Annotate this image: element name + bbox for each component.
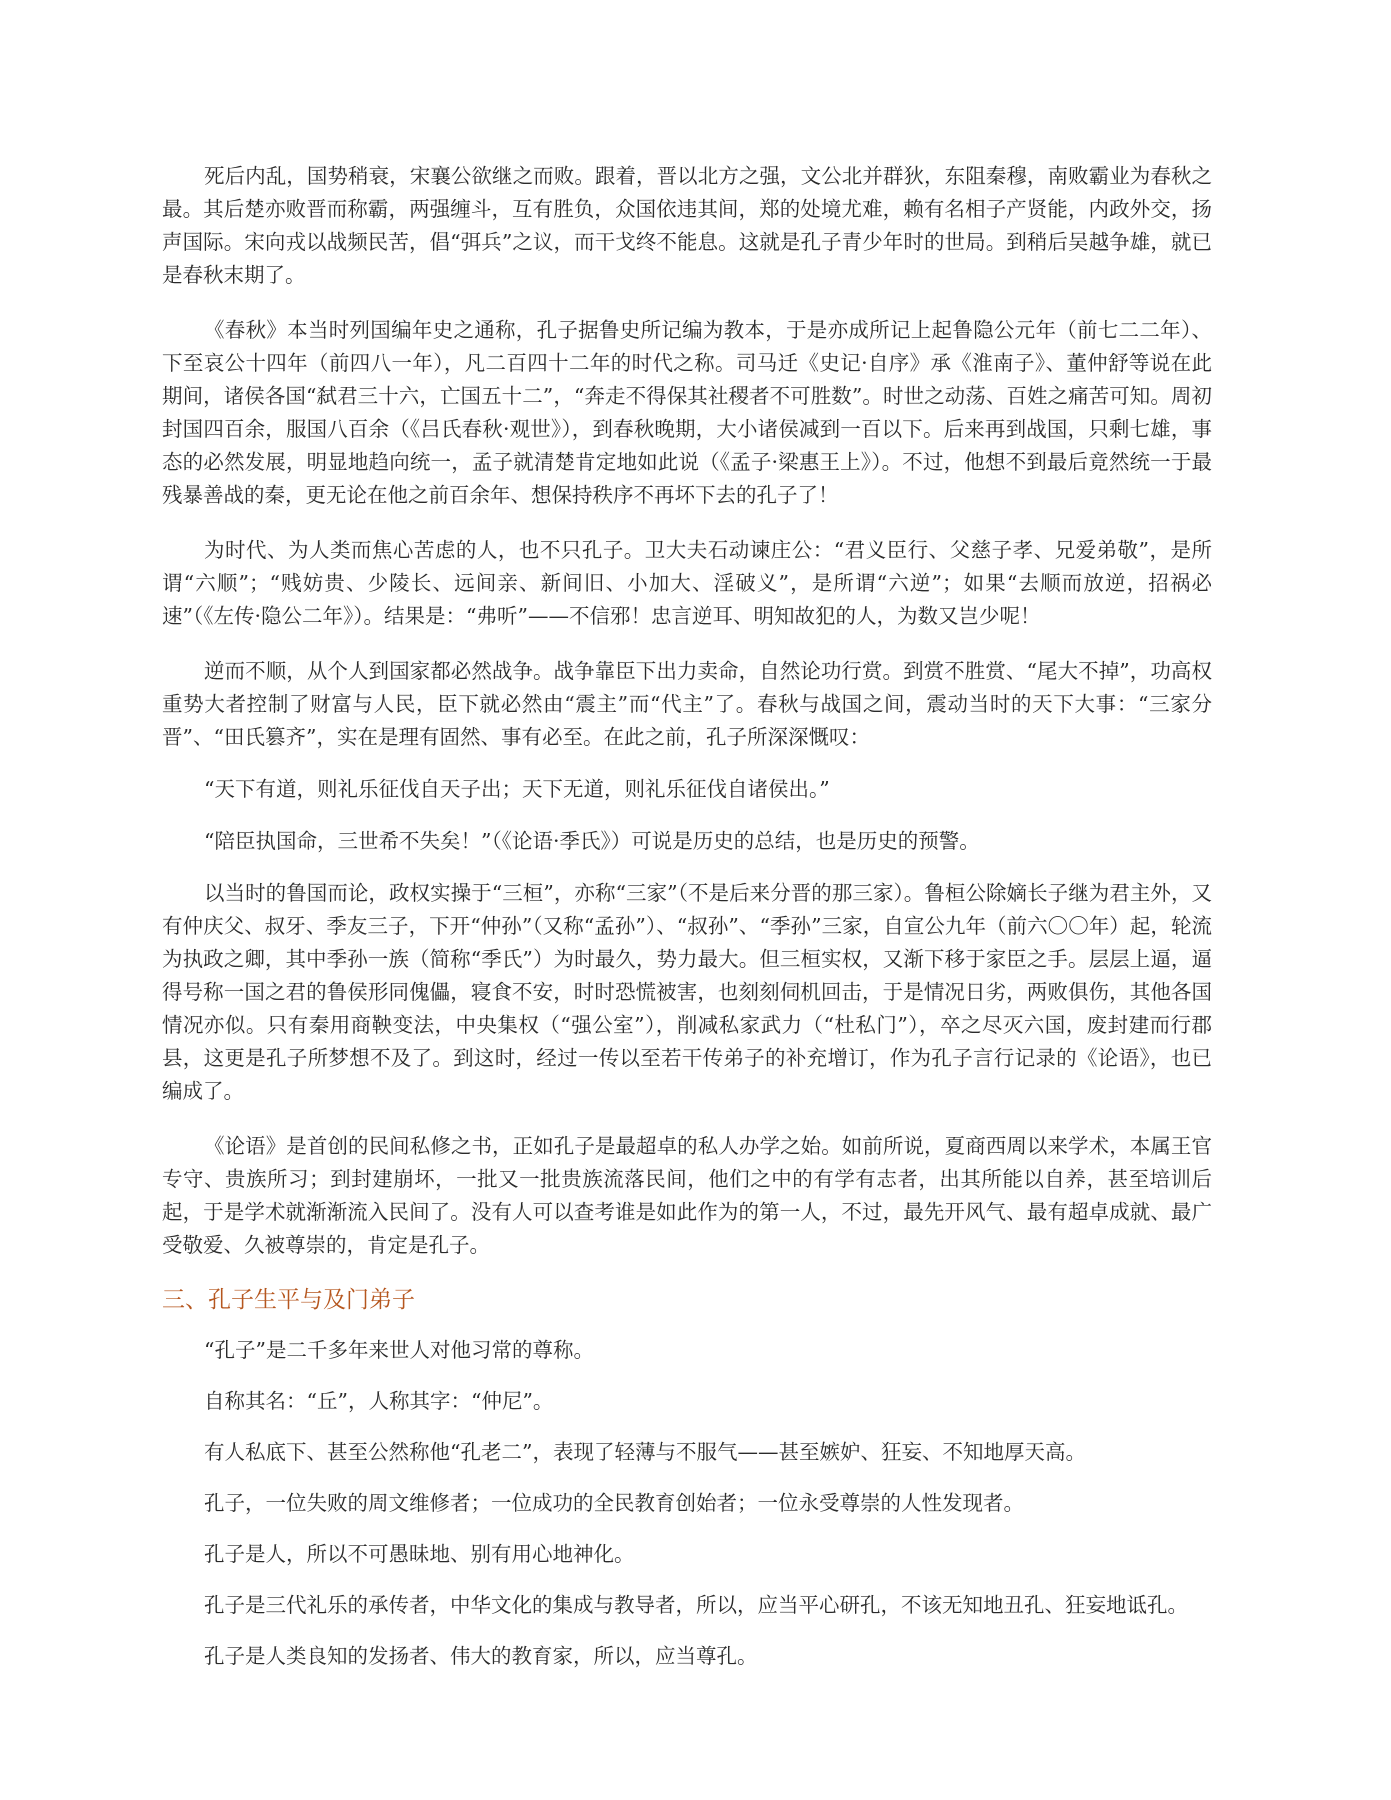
paragraph-confucius-name: 自称其名：“丘”，人称其字：“仲尼”。 (204, 1389, 554, 1413)
paragraph-war-and-usurpation: 逆而不顺，从个人到国家都必然战争。战争靠臣下出力卖命，自然论功行赏。到赏不胜赏、“尾大不掉”，功高权重势大者控制了财富与人民，臣下就必然由“震主”而“代主”了。春秋与战国之间，震动当时的天下大事：“三家分晋”、“田氏篡齐”，实在是理有固然、事有必至。在此之前，孔子所深深慨叹： (162, 659, 1212, 749)
paragraph-confucius-human: 孔子是人，所以不可愚昧地、别有用心地神化。 (204, 1542, 635, 1566)
paragraph-kong-laoer: 有人私底下、甚至公然称他“孔老二”，表现了轻薄与不服气——甚至嫉妒、狂妄、不知地厚天高。 (204, 1440, 1086, 1464)
quote-tianxia-youdao: “天下有道，则礼乐征伐自天子出；天下无道，则礼乐征伐自诸侯出。” (204, 777, 830, 801)
section-heading: 三、孔子生平与及门弟子 (162, 1287, 415, 1313)
paragraph-chunqiu-era: 《春秋》本当时列国编年史之通称，孔子据鲁史所记编为教本，于是亦成所记上起鲁隐公元年（前七二二年）、下至哀公十四年（前四八一年），凡二百四十二年的时代之称。司马迁《史记·自序》承《淮南子》、董仲舒等说在此期间，诸侯各国“弑君三十六，亡国五十二”，“奔走不得保其社稷者不可胜数”。时世之动荡、百姓之痛苦可知。周初封国四百余，服国八百余（《吕氏春秋·观世》），到春秋晚期，大小诸侯减到一百以下。后来再到战国，只剩七雄，事态的必然发展，明显地趋向统一，孟子就清楚肯定地如此说（《孟子·梁惠王上》）。不过，他想不到最后竟然统一于最残暴善战的秦，更无论在他之前百余年、想保持秩序不再坏下去的孔子了！ (162, 318, 1212, 507)
paragraph-three-huan: 以当时的鲁国而论，政权实操于“三桓”，亦称“三家”（不是后来分晋的那三家）。鲁桓公除嫡长子继为君主外，又有仲庆父、叔牙、季友三子，下开“仲孙”（又称“孟孙”）、“叔孙”、“季孙”三家，自宣公九年（前六〇〇年）起，轮流为执政之卿，其中季孙一族（简称“季氏”）为时最久，势力最大。但三桓实权，又渐下移于家臣之手。层层上逼，逼得号称一国之君的鲁侯形同傀儡，寝食不安，时时恐慌被害，也刻刻伺机回击，于是情况日劣，两败俱伤，其他各国情况亦似。只有秦用商鞅变法，中央集权（“强公室”），削减私家武力（“杜私门”），卒之尽灭六国，废封建而行郡县，这更是孔子所梦想不及了。到这时，经过一传以至若干传弟子的补充增订，作为孔子言行记录的《论语》，也已编成了。 (162, 881, 1212, 1103)
document-page (162, 160, 1212, 1673)
paragraph-spring-autumn-hegemons: 死后内乱，国势稍衰，宋襄公欲继之而败。跟着，晋以北方之强，文公北并群狄，东阻秦穆，南败霸业为春秋之最。其后楚亦败晋而称霸，两强缠斗，互有胜负，众国依违其间，郑的处境尤难，赖有名相子产贤能，内政外交，扬声国际。宋向戎以战频民苦，倡“弭兵”之议，而干戈终不能息。这就是孔子青少年时的世局。到稍后吴越争雄，就已是春秋末期了。 (162, 164, 1212, 287)
paragraph-confucius-title: “孔子”是二千多年来世人对他习常的尊称。 (204, 1338, 594, 1362)
paragraph-analects-private-book: 《论语》是首创的民间私修之书，正如孔子是最超卓的私人办学之始。如前所说，夏商西周以来学术，本属王官专守、贵族所习；到封建崩坏，一批又一批贵族流落民间，他们之中的有学有志者，出其所能以自养，甚至培训后起，于是学术就渐渐流入民间了。没有人可以查考谁是如此作为的第一人，不过，最先开风气、最有超卓成就、最广受敬爱、久被尊崇的，肯定是孔子。 (162, 1134, 1212, 1257)
paragraph-confucius-roles: 孔子，一位失败的周文维修者；一位成功的全民教育创始者；一位永受尊崇的人性发现者。 (204, 1491, 1025, 1515)
paragraph-respect-confucius: 孔子是人类良知的发扬者、伟大的教育家，所以，应当尊孔。 (204, 1644, 758, 1668)
paragraph-six-virtues: 为时代、为人类而焦心苦虑的人，也不只孔子。卫大夫石动谏庄公：“君义臣行、父慈子孝、兄爱弟敬”，是所谓“六顺”；“贱妨贵、少陵长、远间亲、新间旧、小加大、淫破义”，是所谓“六逆”；如果“去顺而放逆，招祸必速”（《左传·隐公二年》）。结果是：“弗听”——不信邪！忠言逆耳、明知故犯的人，为数又岂少呢！ (162, 538, 1212, 628)
quote-peichen-zhiguoming: “陪臣执国命，三世希不失矣！”（《论语·季氏》）可说是历史的总结，也是历史的预警。 (204, 829, 980, 853)
paragraph-study-confucius: 孔子是三代礼乐的承传者，中华文化的集成与教导者，所以，应当平心研孔，不该无知地丑孔、狂妄地诋孔。 (204, 1593, 1189, 1617)
